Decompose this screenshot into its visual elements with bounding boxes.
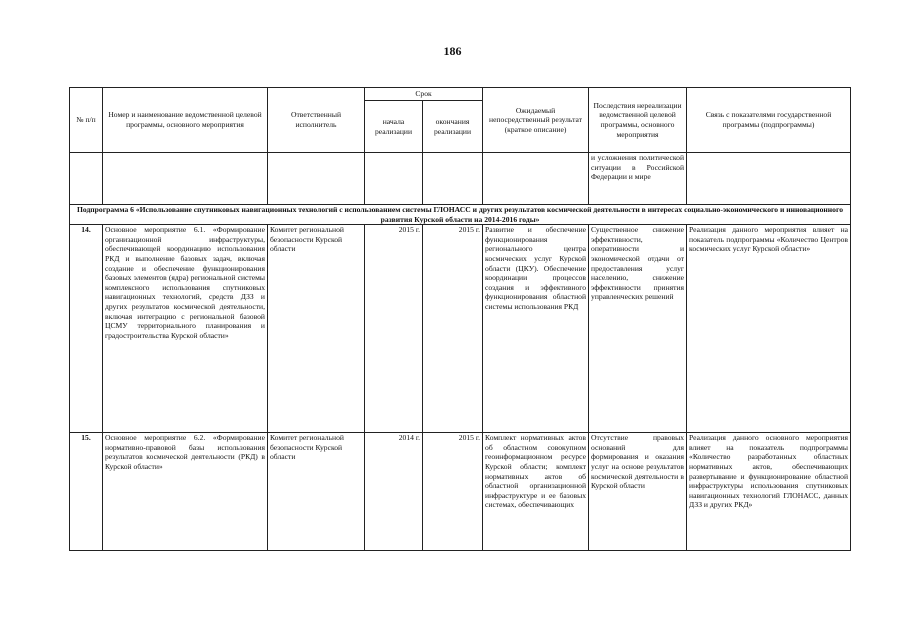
program-table — [69, 87, 851, 551]
header-num: № п/п — [70, 88, 103, 153]
header-consequences: Последствия нереализации ведомственной целевой программы, основного мероприятия — [589, 88, 687, 153]
header-term: Срок — [365, 88, 483, 101]
header-link: Связь с показателями государственной программы (подпрограммы) — [687, 88, 851, 153]
continuation-cell — [687, 153, 851, 205]
continuation-cell — [423, 153, 483, 205]
row-link: Реализация данного основного мероприятия влияет на показатель подпрограммы «Количество разработанных областных нормативных актов, обеспечивающих развертывание и функционирование областной инфраструктуры использования спутниковых навигационных технологий ГЛОНАСС, данных ДЗЗ и других РКД» — [687, 433, 851, 551]
header-executor: Ответственный исполнитель — [268, 88, 365, 153]
header-start: начала реализации — [365, 101, 423, 153]
row-number: 15. — [70, 433, 103, 551]
row-expected: Развитие и обеспечение функционирования регионального центра космических услуг Курской области (ЦКУ). Обеспечение координации процессов создания и эффективного функционирования областной системы использования РКД — [483, 225, 589, 433]
subprogram-title: Подпрограмма 6 «Использование спутниковых навигационных технологий с использованием системы ГЛОНАСС и других результатов космической деятельности в интересах социально-экономического и инновационного развития Курской области на 2014-2016 годы» — [70, 205, 851, 225]
header-program: Номер и наименование ведомственной целевой программы, основного мероприятия — [103, 88, 268, 153]
continuation-row — [70, 153, 851, 205]
table-row — [70, 433, 851, 551]
continuation-cell — [483, 153, 589, 205]
table-row — [70, 225, 851, 433]
row-executor: Комитет региональной безопасности Курской области — [268, 433, 365, 551]
row-start: 2015 г. — [365, 225, 423, 433]
subprogram-row — [70, 205, 851, 225]
row-number: 14. — [70, 225, 103, 433]
page-number: 186 — [443, 44, 462, 58]
continuation-consequences: и усложнения политической ситуации в Российской Федерации и мире — [589, 153, 687, 205]
row-end: 2015 г. — [423, 433, 483, 551]
continuation-cell — [70, 153, 103, 205]
row-link: Реализация данного мероприятия влияет на показатель подпрограммы «Количество Центров космических услуг Курской области» — [687, 225, 851, 433]
header-end: окончания реализации — [423, 101, 483, 153]
row-consequences: Отсутствие правовых оснований для формирования и оказания услуг на основе результатов космической деятельности в Курской области — [589, 433, 687, 551]
row-start: 2014 г. — [365, 433, 423, 551]
row-program: Основное мероприятие 6.1. «Формирование организационной инфраструктуры, обеспечивающей координацию использования РКД и выполнение базовых задач, включая создание и обеспечение функционирования базовых элементов (ядра) региональной системы комплексного использования спутниковых навигационных технологий, средств ДЗЗ и других результатов космической деятельности, включая интеграцию с региональной базовой ЦСМУ территориального планирования и градостроительства Курской области» — [103, 225, 268, 433]
header-expected: Ожидаемый непосредственный результат (краткое описание) — [483, 88, 589, 153]
row-expected: Комплект нормативных актов об областном совокупном геоинформационном ресурсе Курской области; комплект нормативных актов об областной организационной инфраструктуре и ее базовых системах, обеспечивающих — [483, 433, 589, 551]
row-program: Основное мероприятие 6.2. «Формирование нормативно-правовой базы использования результатов космической деятельности (РКД) в Курской области» — [103, 433, 268, 551]
row-consequences: Существенное снижение эффективности, оперативности и экономической отдачи от предоставления услуг населению, снижение эффективности принятия управленческих решений — [589, 225, 687, 433]
continuation-cell — [365, 153, 423, 205]
continuation-cell — [103, 153, 268, 205]
continuation-cell — [268, 153, 365, 205]
row-executor: Комитет региональной безопасности Курской области — [268, 225, 365, 433]
row-end: 2015 г. — [423, 225, 483, 433]
